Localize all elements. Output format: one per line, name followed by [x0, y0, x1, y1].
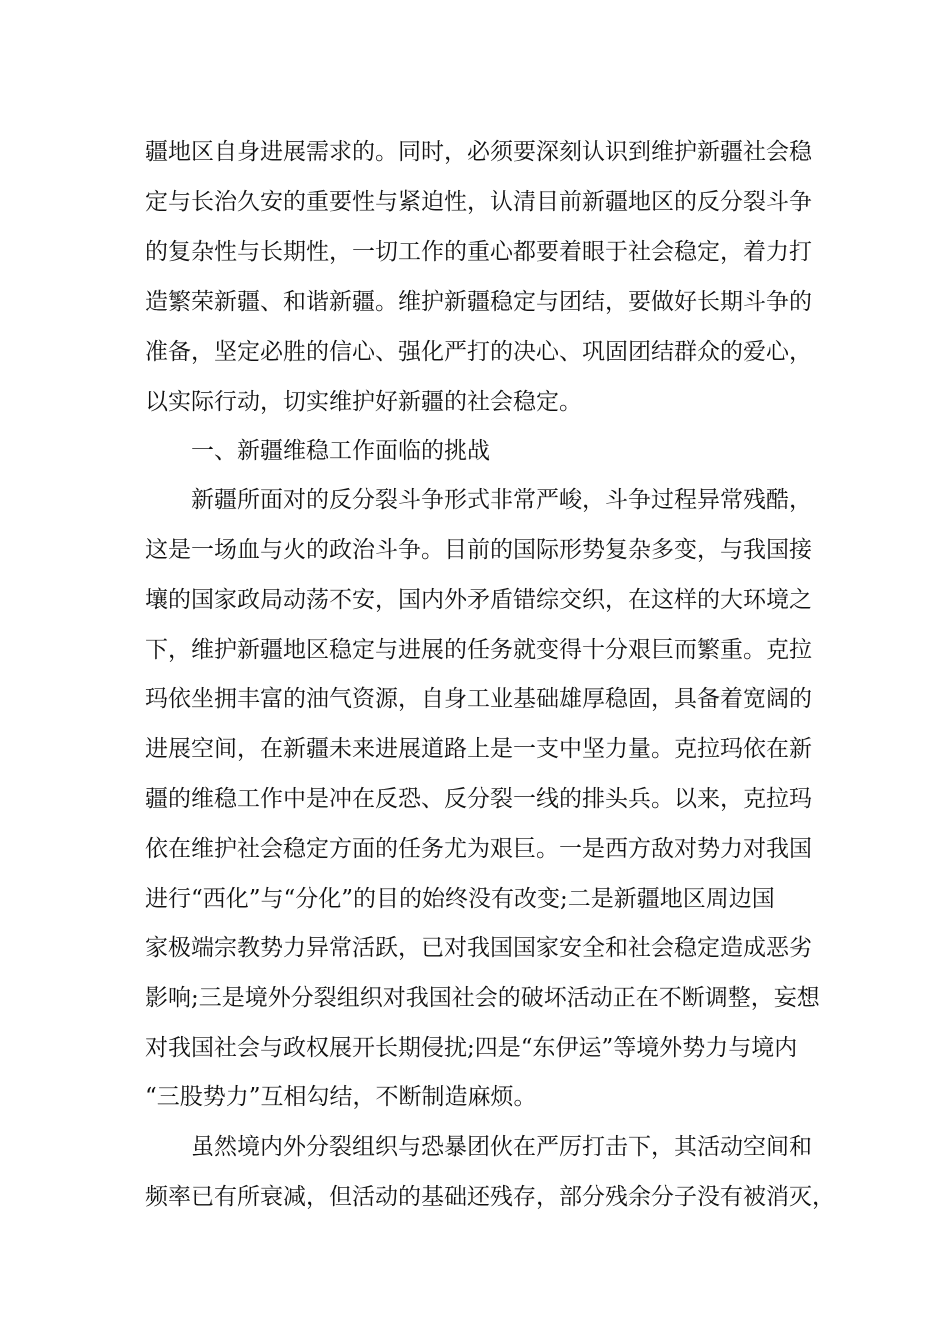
text-line: 对我国社会与政权展开长期侵扰;四是“东伊运”等境外势力与境内 — [145, 1035, 798, 1061]
text-line: 家极端宗教势力异常活跃，已对我国国家安全和社会稳定造成恶劣 — [145, 935, 812, 961]
text-line: 壤的国家政局动荡不安，国内外矛盾错综交织，在这样的大环境之 — [145, 587, 812, 613]
text-line: 进展空间，在新疆未来进展道路上是一支中坚力量。克拉玛依在新 — [145, 736, 812, 762]
text-line: 的复杂性与长期性，一切工作的重心都要着眼于社会稳定，着力打 — [145, 239, 812, 265]
text-line: 下，维护新疆地区稳定与进展的任务就变得十分艰巨而繁重。克拉 — [145, 637, 812, 663]
text-line: 玛依坐拥丰富的油气资源，自身工业基础雄厚稳固，具备着宽阔的 — [145, 686, 812, 712]
text-line: 依在维护社会稳定方面的任务尤为艰巨。一是西方敌对势力对我国 — [145, 836, 812, 862]
text-line: 新疆所面对的反分裂斗争形式非常严峻，斗争过程异常残酷， — [191, 487, 812, 513]
text-line: 这是一场血与火的政治斗争。目前的国际形势复杂多变，与我国接 — [145, 537, 812, 563]
text-line: 以实际行动，切实维护好新疆的社会稳定。 — [145, 389, 582, 415]
text-line: 影响;三是境外分裂组织对我国社会的破坏活动正在不断调整，妄想 — [145, 985, 820, 1011]
text-line: “三股势力”互相勾结，不断制造麻烦。 — [145, 1084, 537, 1110]
text-line: 频率已有所衰减，但活动的基础还残存，部分残余分子没有被消灭， — [145, 1184, 835, 1210]
text-line: 准备，坚定必胜的信心、强化严打的决心、巩固团结群众的爱心， — [145, 339, 812, 365]
text-line: 虽然境内外分裂组织与恐暴团伙在严厉打击下，其活动空间和 — [191, 1134, 812, 1160]
text-line: 造繁荣新疆、和谐新疆。维护新疆稳定与团结，要做好长期斗争的 — [145, 289, 812, 315]
text-line: 疆的维稳工作中是冲在反恐、反分裂一线的排头兵。以来，克拉玛 — [145, 786, 812, 812]
text-line: 定与长治久安的重要性与紧迫性，认清目前新疆地区的反分裂斗争 — [145, 189, 812, 215]
text-line: 进行“西化”与“分化”的目的始终没有改变;二是新疆地区周边国 — [145, 886, 775, 912]
section-heading: 一、新疆维稳工作面临的挑战 — [191, 438, 490, 464]
text-line: 疆地区自身进展需求的。同时，必须要深刻认识到维护新疆社会稳 — [145, 139, 812, 165]
